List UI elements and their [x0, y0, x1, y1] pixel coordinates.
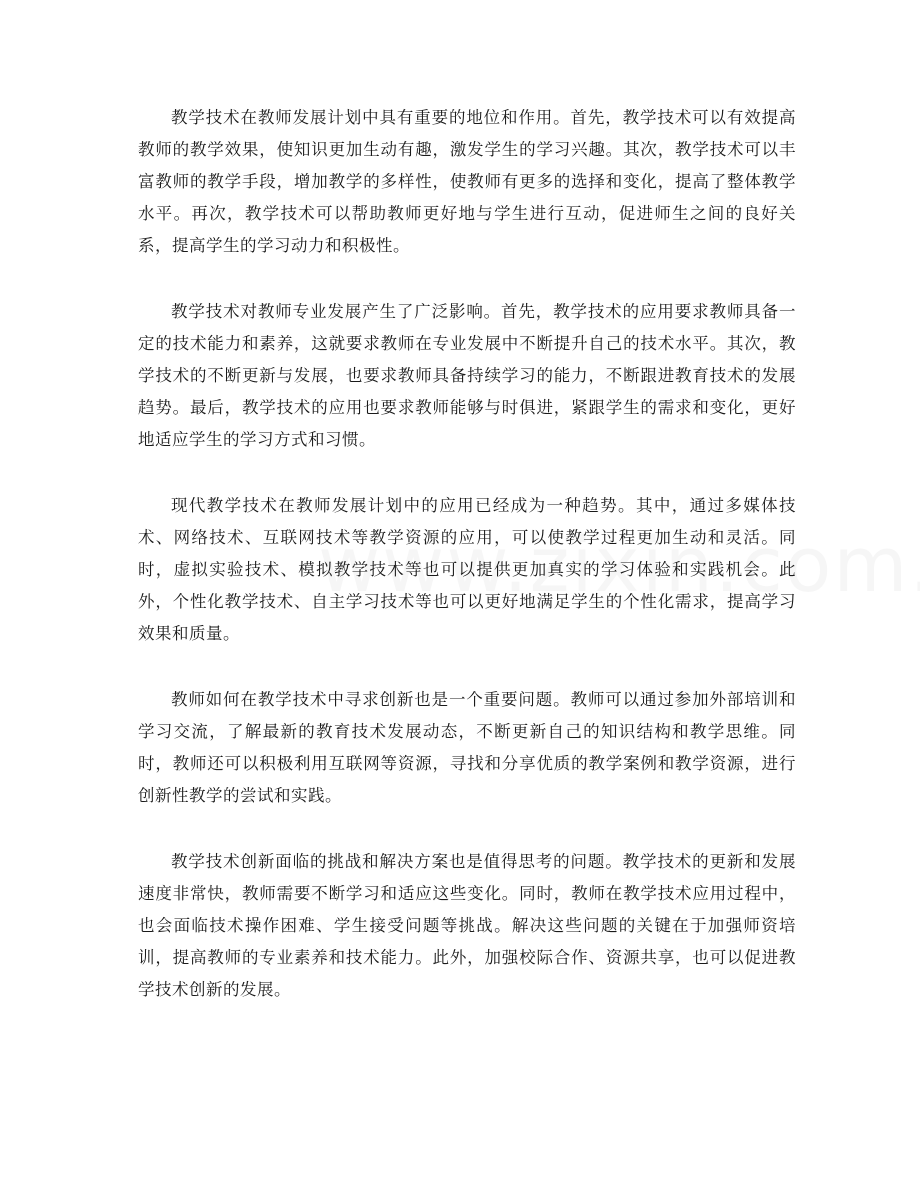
paragraph-3: 现代教学技术在教师发展计划中的应用已经成为一种趋势。其中，通过多媒体技术、网络技术、互联网技术等教学资源的应用，可以使教学过程更加生动和灵活。同时，虚拟实验技术、模拟教学技术等也可以提供更加真实的学习体验和实践机会。此外，个性化教学技术、自主学习技术等也可以更好地满足学生的个性化需求，提高学习效果和质量。	[138, 496, 796, 643]
document-body	[138, 102, 796, 1040]
paragraph-2: 教学技术对教师专业发展产生了广泛影响。首先，教学技术的应用要求教师具备一定的技术能力和素养，这就要求教师在专业发展中不断提升自己的技术水平。其次，教学技术的不断更新与发展，也要求教师具备持续学习的能力，不断跟进教育技术的发展趋势。最后，教学技术的应用也要求教师能够与时俱进，紧跟学生的需求和变化，更好地适应学生的学习方式和习惯。	[138, 302, 796, 449]
paragraph-5: 教学技术创新面临的挑战和解决方案也是值得思考的问题。教学技术的更新和发展速度非常快，教师需要不断学习和适应这些变化。同时，教师在教学技术应用过程中，也会面临技术操作困难、学生接受问题等挑战。解决这些问题的关键在于加强师资培训，提高教师的专业素养和技术能力。此外，加强校际合作、资源共享，也可以促进教学技术创新的发展。	[138, 852, 796, 999]
paragraph-4: 教师如何在教学技术中寻求创新也是一个重要问题。教师可以通过参加外部培训和学习交流，了解最新的教育技术发展动态，不断更新自己的知识结构和教学思维。同时，教师还可以积极利用互联网等资源，寻找和分享优质的教学案例和教学资源，进行创新性教学的尝试和实践。	[138, 690, 796, 805]
paragraph-1: 教学技术在教师发展计划中具有重要的地位和作用。首先，教学技术可以有效提高教师的教学效果，使知识更加生动有趣，激发学生的学习兴趣。其次，教学技术可以丰富教师的教学手段，增加教学的多样性，使教师有更多的选择和变化，提高了整体教学水平。再次，教学技术可以帮助教师更好地与学生进行互动，促进师生之间的良好关系，提高学生的学习动力和积极性。	[138, 108, 796, 255]
